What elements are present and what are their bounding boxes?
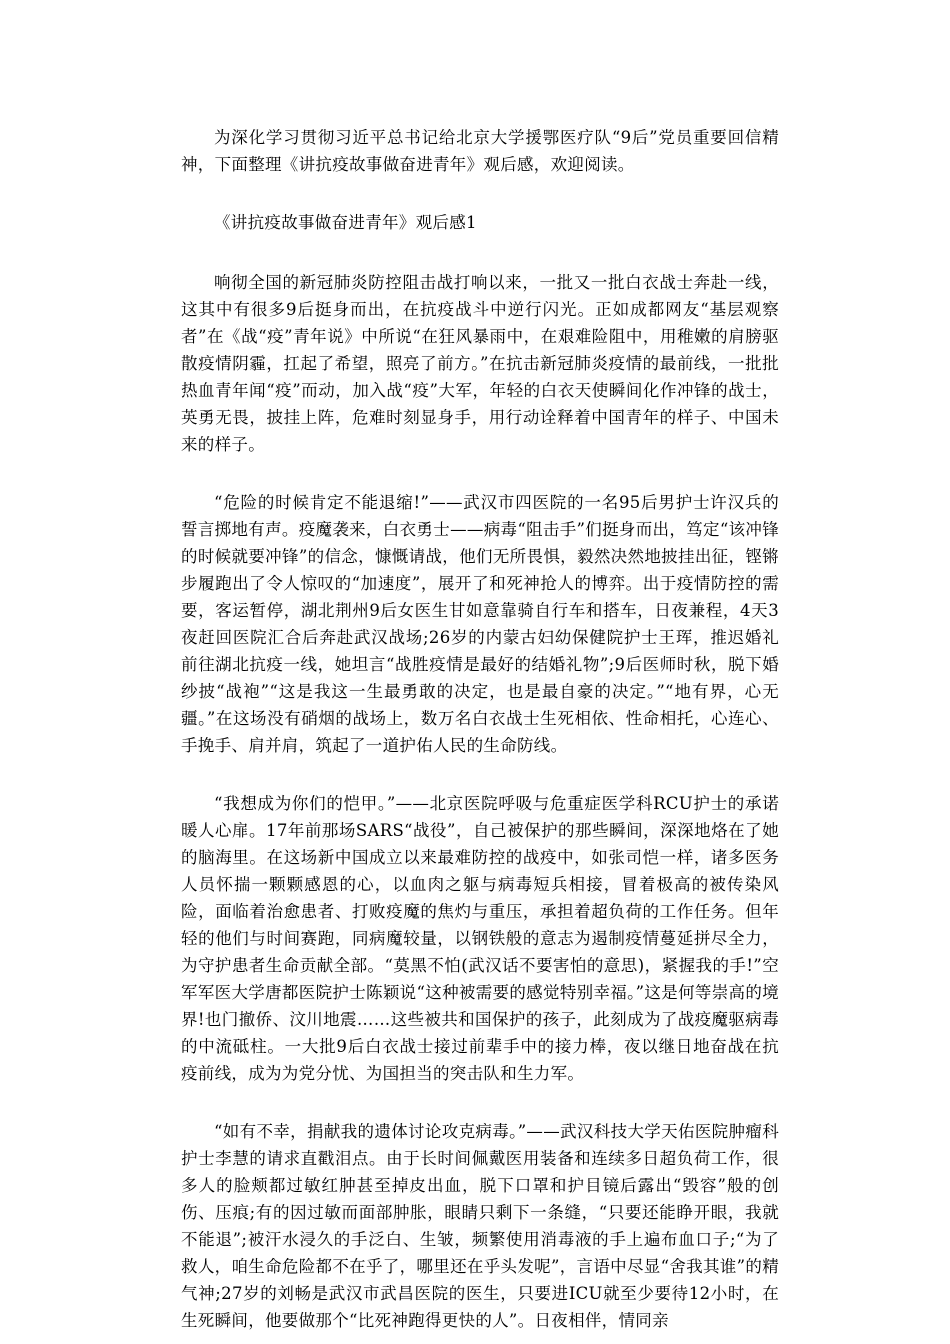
document-body	[181, 124, 779, 1334]
intro-paragraph: 为深化学习贯彻习近平总书记给北京大学援鄂医疗队“9后”党员重要回信精神，下面整理《讲抗疫故事做奋进青年》观后感，欢迎阅读。	[181, 128, 779, 174]
body-paragraph-3: “我想成为你们的恺甲。”——北京医院呼吸与危重症医学科RCU护士的承诺暖人心扉。17年前那场SARS“战役”，自己被保护的那些瞬间，深深地烙在了她的脑海里。在这场新中国成立以来最难防控的战疫中，如张司恺一样，诸多医务人员怀揣一颗颗感恩的心，以血肉之躯与病毒短兵相接，冒着极高的被传染风险，面临着治愈患者、打败疫魔的焦灼与重压，承担着超负荷的工作任务。但年轻的他们与时间赛跑，同病魔较量，以钢铁般的意志为遏制疫情蔓延拼尽全力，为守护患者生命贡献全部。“莫黑不怕(武汉话不要害怕的意思)，紧握我的手!”空军军医大学唐都医院护士陈颖说“这种被需要的感觉特别幸福。”这是何等崇高的境界!也门撤侨、汶川地震……这些被共和国保护的孩子，此刻成为了战疫魔驱病毒的中流砥柱。一大批9后白衣战士接过前辈手中的接力棒，夜以继日地奋战在抗疫前线，成为为党分忧、为国担当的突击队和生力军。	[181, 794, 779, 1083]
document-title: 《讲抗疫故事做奋进青年》观后感1	[214, 213, 477, 232]
body-paragraph-1: 响彻全国的新冠肺炎防控阻击战打响以来，一批又一批白衣战士奔赴一线，这其中有很多9后挺身而出，在抗疫战斗中逆行闪光。正如成都网友“基层观察者”在《战“疫”青年说》中所说“在狂风暴雨中，在艰难险阻中，用稚嫩的肩膀驱散疫情阴霾，扛起了希望，照亮了前方。”在抗击新冠肺炎疫情的最前线，一批批热血青年闻“疫”而动，加入战“疫”大军，年轻的白衣天使瞬间化作冲锋的战士，英勇无畏，披挂上阵，危难时刻显身手，用行动诠释着中国青年的样子、中国未来的样子。	[181, 273, 779, 454]
body-paragraph-4: “如有不幸，捐献我的遗体讨论攻克病毒。”——武汉科技大学天佑医院肿瘤科护士李慧的请求直戳泪点。由于长时间佩戴医用装备和连续多日超负荷工作，很多人的脸颊都过敏红肿甚至掉皮出血，脱下口罩和护目镜后露出“毁容”般的创伤、压痕;有的因过敏而面部肿胀，眼睛只剩下一条缝，“只要还能睁开眼，我就不能退”;被汗水浸久的手泛白、生皱，频繁使用消毒液的手上遍布血口子;“为了救人，咱生命危险都不在乎了，哪里还在乎头发呢”，言语中尽显“舍我其谁”的精气神;27岁的刘畅是武汉市武昌医院的医生，只要进ICU就至少要待12小时，在生死瞬间，他要做那个“比死神跑得更快的人”。日夜相伴，情同亲	[181, 1122, 779, 1330]
body-paragraph-2: “危险的时候肯定不能退缩!”——武汉市四医院的一名95后男护士许汉兵的誓言掷地有声。疫魔袭来，白衣勇士——病毒“阻击手”们挺身而出，笃定“该冲锋的时候就要冲锋”的信念，慷慨请战，他们无所畏惧，毅然决然地披挂出征，铿锵步履跑出了令人惊叹的“加速度”，展开了和死神抢人的博弈。出于疫情防控的需要，客运暂停，湖北荆州9后女医生甘如意靠骑自行车和搭车，日夜兼程，4天3夜赶回医院汇合后奔赴武汉战场;26岁的内蒙古妇幼保健院护士王珲，推迟婚礼前往湖北抗疫一线，她坦言“战胜疫情是最好的结婚礼物”;9后医师时秋，脱下婚纱披“战袍”“这是我这一生最勇敢的决定，也是最自豪的决定。”“地有界，心无疆。”在这场没有硝烟的战场上，数万名白衣战士生死相依、性命相托，心连心、手挽手、肩并肩，筑起了一道护佑人民的生命防线。	[181, 493, 779, 755]
